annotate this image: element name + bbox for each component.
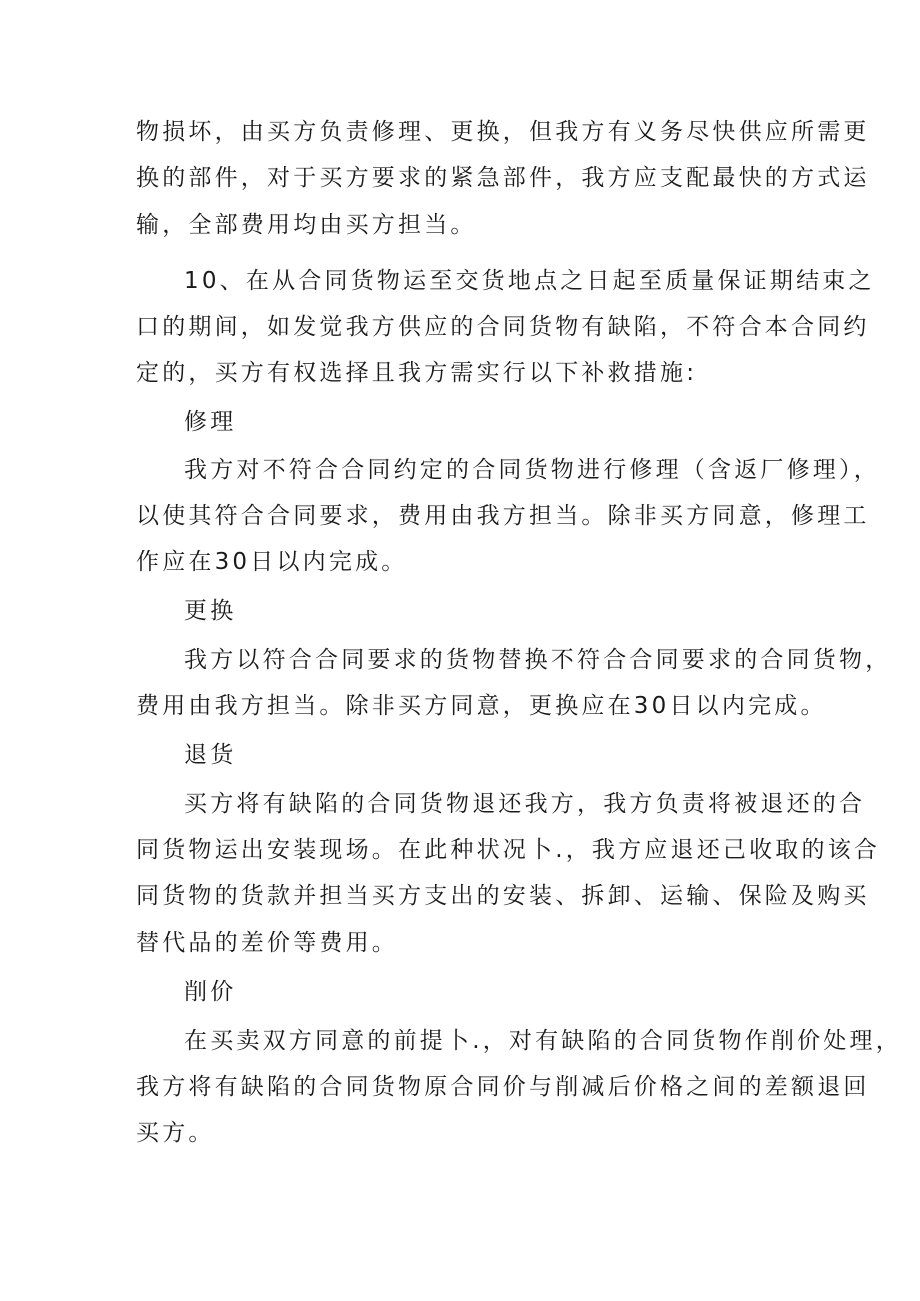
section-heading: 退货	[184, 742, 237, 768]
text-line: 买方。	[136, 1120, 215, 1146]
text-line: 口的期间，如发觉我方供应的合同货物有缺陷，不符合本合同约	[136, 314, 870, 340]
text-line: 作应在30日以内完成。	[136, 549, 408, 575]
text-line: 10、在从合同货物运至交货地点之日起至质量保证期结束之	[184, 268, 875, 294]
section-heading: 更换	[184, 598, 237, 624]
text-line: 物损坏，由买方负责修理、更换，但我方有义务尽快供应所需更	[136, 119, 870, 145]
text-line: 定的，买方有权选择且我方需实行以下补救措施:	[136, 360, 698, 386]
text-line: 费用由我方担当。除非买方同意，更换应在30日以内完成。	[136, 693, 827, 719]
text-line: 同货物运出安装现场。在此种状况卜.，我方应退还己收取的该合	[136, 837, 881, 863]
text-line: 输，全部费用均由买方担当。	[136, 212, 477, 238]
section-heading: 削价	[184, 979, 237, 1005]
text-line: 我方对不符合合同约定的合同货物进行修理（含返厂修理），	[184, 457, 880, 483]
text-line: 替代品的差价等费用。	[136, 930, 398, 956]
text-line: 买方将有缺陷的合同货物退还我方，我方负责将被退还的合	[184, 791, 866, 817]
text-line: 以使其符合合同要求，费用由我方担当。除非买方同意，修理工	[136, 503, 870, 529]
text-line: 我方将有缺陷的合同货物原合同价与削减后价格之间的差额退回	[136, 1074, 870, 1100]
text-line: 我方以符合合同要求的货物替换不符合合同要求的合同货物，	[184, 647, 892, 673]
text-line: 在买卖双方同意的前提卜.，对有缺陷的合同货物作削价处理，	[184, 1028, 902, 1054]
section-heading: 修理	[184, 409, 237, 435]
text-line: 换的部件，对于买方要求的紧急部件，我方应支配最快的方式运	[136, 165, 870, 191]
text-line: 同货物的货款并担当买方支出的安装、拆卸、运输、保险及购买	[136, 883, 870, 909]
